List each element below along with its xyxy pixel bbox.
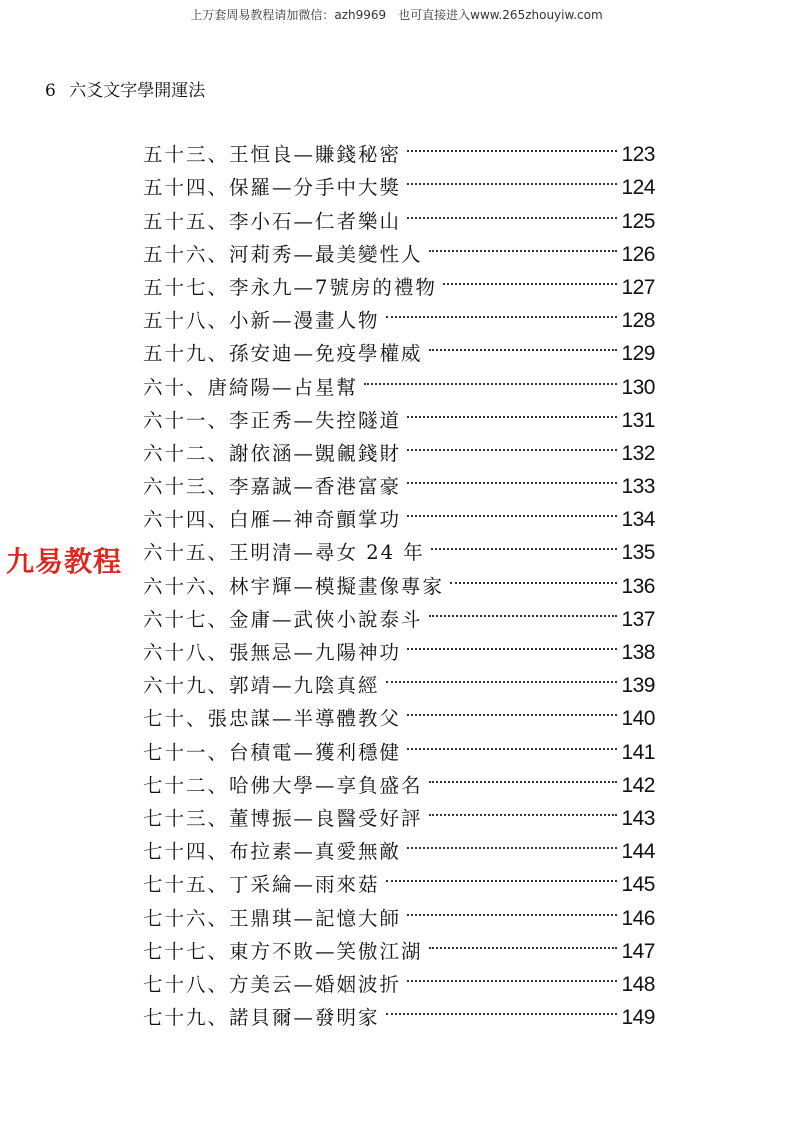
toc-entry-title: 六十四、白雁—神奇顫掌功 bbox=[143, 508, 402, 532]
toc-entry-title: 五十九、孫安迪—免疫學權威 bbox=[143, 342, 423, 366]
toc-entry-title: 七十三、董博振—良醫受好評 bbox=[143, 806, 423, 830]
toc-entry-page: 131 bbox=[621, 408, 655, 432]
toc-entry-page: 145 bbox=[621, 873, 655, 897]
dot-leader bbox=[443, 261, 618, 294]
toc-entry-title: 五十七、李永九—7號房的禮物 bbox=[143, 275, 437, 299]
table-of-contents bbox=[143, 128, 655, 1030]
dot-leader bbox=[407, 493, 617, 526]
toc-entry[interactable] bbox=[143, 128, 655, 167]
top-banner: 上万套周易教程请加微信：azh9969 也可直接进入www.265zhouyiw.com bbox=[190, 8, 603, 22]
toc-entry-title: 七十九、諾貝爾—發明家 bbox=[143, 1006, 380, 1030]
toc-entry-page: 142 bbox=[621, 773, 655, 797]
toc-entry-title: 六十三、李嘉誠—香港富豪 bbox=[143, 475, 402, 499]
toc-entry-page: 140 bbox=[621, 707, 655, 731]
dot-leader bbox=[407, 427, 617, 460]
toc-entry-page: 130 bbox=[621, 375, 655, 399]
toc-entry-title: 七十八、方美云—婚姻波折 bbox=[143, 972, 402, 996]
dot-leader bbox=[407, 825, 617, 858]
dot-leader bbox=[429, 228, 618, 261]
toc-entry-title: 六十六、林宇輝—模擬畫像專家 bbox=[143, 574, 445, 598]
toc-entry-title: 五十六、河莉秀—最美變性人 bbox=[143, 242, 423, 266]
toc-entry-title: 六十、唐綺陽—占星幫 bbox=[143, 375, 359, 399]
watermark: 九易教程 bbox=[6, 545, 123, 578]
toc-entry-page: 126 bbox=[621, 242, 655, 266]
toc-entry-title: 七十二、哈佛大學—享負盛名 bbox=[143, 773, 423, 797]
toc-entry-title: 七十七、東方不敗—笑傲江湖 bbox=[143, 939, 423, 963]
dot-leader bbox=[407, 460, 617, 493]
dot-leader bbox=[407, 958, 617, 991]
toc-entry-page: 135 bbox=[621, 541, 655, 565]
running-head bbox=[45, 76, 205, 101]
toc-entry-title: 六十一、李正秀—失控隧道 bbox=[143, 408, 402, 432]
dot-leader bbox=[429, 593, 618, 626]
dot-leader bbox=[364, 360, 617, 393]
toc-entry-page: 132 bbox=[621, 441, 655, 465]
book-title: 六爻文字學開運法 bbox=[69, 81, 206, 101]
toc-entry-page: 139 bbox=[621, 674, 655, 698]
dot-leader bbox=[386, 659, 618, 692]
toc-entry-title: 七十五、丁采綸—雨來菇 bbox=[143, 873, 380, 897]
toc-entry-page: 134 bbox=[621, 508, 655, 532]
toc-entry-page: 146 bbox=[621, 906, 655, 930]
toc-entry-page: 123 bbox=[621, 143, 655, 167]
toc-entry-page: 124 bbox=[621, 176, 655, 200]
toc-entry-title: 六十五、王明清—尋女 24 年 bbox=[143, 541, 425, 565]
toc-entry-page: 148 bbox=[621, 972, 655, 996]
toc-entry-page: 141 bbox=[621, 740, 655, 764]
toc-entry-title: 七十四、布拉素—真愛無敵 bbox=[143, 840, 402, 864]
toc-entry-page: 137 bbox=[621, 607, 655, 631]
toc-entry-page: 129 bbox=[621, 342, 655, 366]
toc-entry-title: 五十五、李小石—仁者樂山 bbox=[143, 209, 402, 233]
toc-entry-page: 125 bbox=[621, 209, 655, 233]
toc-entry-title: 七十六、王鼎琪—記憶大師 bbox=[143, 906, 402, 930]
toc-entry-page: 147 bbox=[621, 939, 655, 963]
toc-entry-title: 五十八、小新—漫畫人物 bbox=[143, 309, 380, 333]
dot-leader bbox=[429, 925, 618, 958]
page-number: 6 bbox=[45, 81, 56, 101]
toc-entry-title: 七十一、台積電—獲利穩健 bbox=[143, 740, 402, 764]
toc-entry-page: 127 bbox=[621, 275, 655, 299]
toc-entry-title: 六十八、張無忌—九陽神功 bbox=[143, 641, 402, 664]
dot-leader bbox=[450, 559, 617, 592]
dot-leader bbox=[407, 891, 617, 924]
dot-leader bbox=[407, 725, 617, 758]
toc-entry-page: 138 bbox=[621, 641, 655, 664]
toc-entry-page: 143 bbox=[621, 806, 655, 830]
dot-leader bbox=[407, 626, 617, 659]
dot-leader bbox=[386, 294, 618, 327]
dot-leader bbox=[429, 327, 618, 360]
toc-entry-title: 六十二、謝依涵—覬覦錢財 bbox=[143, 441, 402, 465]
dot-leader bbox=[407, 194, 617, 227]
dot-leader bbox=[429, 759, 618, 792]
dot-leader bbox=[429, 792, 618, 825]
dot-leader bbox=[407, 394, 617, 427]
dot-leader bbox=[431, 526, 618, 559]
toc-entry-page: 144 bbox=[621, 840, 655, 864]
toc-entry-title: 六十九、郭靖—九陰真經 bbox=[143, 674, 380, 698]
toc-entry-page: 149 bbox=[621, 1006, 655, 1030]
dot-leader bbox=[407, 692, 617, 725]
toc-entry-page: 128 bbox=[621, 309, 655, 333]
dot-leader bbox=[407, 128, 617, 161]
toc-entry-title: 七十、張忠謀—半導體教父 bbox=[143, 707, 402, 731]
toc-entry-title: 五十三、王恒良—賺錢秘密 bbox=[143, 143, 402, 167]
dot-leader bbox=[386, 858, 618, 891]
dot-leader bbox=[386, 991, 618, 1024]
dot-leader bbox=[407, 161, 617, 194]
toc-entry-title: 六十七、金庸—武俠小說泰斗 bbox=[143, 607, 423, 631]
toc-entry-title: 五十四、保羅—分手中大獎 bbox=[143, 176, 402, 200]
toc-entry-page: 133 bbox=[621, 475, 655, 499]
toc-entry-page: 136 bbox=[621, 574, 655, 598]
